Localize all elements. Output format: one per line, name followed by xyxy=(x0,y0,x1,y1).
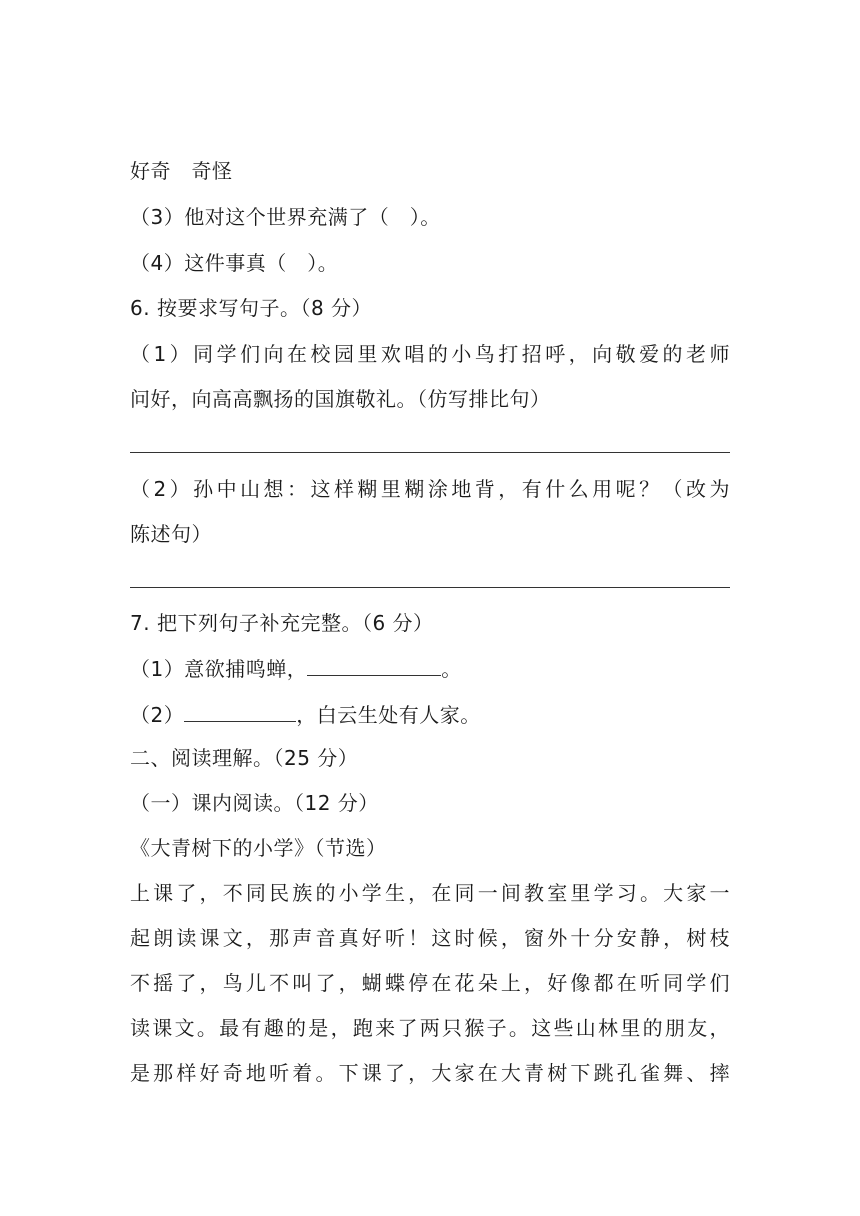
fill-blank-1[interactable] xyxy=(307,655,441,676)
answer-line-1[interactable] xyxy=(130,452,730,453)
item-1-prefix: （1）意欲捕鸣蝉， xyxy=(130,657,308,681)
section-6-heading: 6. 按要求写句子。（8 分） xyxy=(130,296,373,320)
answer-line-2[interactable] xyxy=(130,587,730,588)
passage-title: 《大青树下的小学》（节选） xyxy=(130,836,387,860)
passage-line-1: 上课了，不同民族的小学生，在同一间教室里学习。大家一 xyxy=(130,881,730,905)
item-2-suffix: ，白云生处有人家。 xyxy=(296,703,481,727)
section-7-heading: 7. 把下列句子补充完整。（6 分） xyxy=(130,611,434,635)
passage-line-5: 是那样好奇地听着。下课了，大家在大青树下跳孔雀舞、摔 xyxy=(130,1061,730,1085)
passage-line-4: 读课文。最有趣的是，跑来了两只猴子。这些山林里的朋友， xyxy=(130,1016,730,1040)
subsection-1-heading: （一）课内阅读。（12 分） xyxy=(130,791,379,815)
item-2-prefix: （2） xyxy=(130,703,185,727)
section-7-item-2 xyxy=(130,701,730,729)
section-6-item-1-line-1: （1）同学们向在校园里欢唱的小鸟打招呼，向敬爱的老师 xyxy=(130,342,730,366)
question-3: （3）他对这个世界充满了（ ）。 xyxy=(130,205,441,229)
passage-line-2: 起朗读课文，那声音真好听！这时候，窗外十分安静，树枝 xyxy=(130,926,730,950)
item-1-suffix: 。 xyxy=(441,657,462,681)
fill-blank-2[interactable] xyxy=(184,701,296,722)
passage-line-3: 不摇了，鸟儿不叫了，蝴蝶停在花朵上，好像都在听同学们 xyxy=(130,971,730,995)
part-2-heading: 二、阅读理解。（25 分） xyxy=(130,746,359,770)
section-7-item-1 xyxy=(130,655,730,683)
question-4: （4）这件事真（ ）。 xyxy=(130,251,339,275)
section-6-item-1-line-2: 问好，向高高飘扬的国旗敬礼。（仿写排比句） xyxy=(130,387,551,411)
section-6-item-2-line-1: （2）孙中山想：这样糊里糊涂地背，有什么用呢？（改为 xyxy=(130,477,730,501)
word-options: 好奇 奇怪 xyxy=(130,159,233,183)
section-6-item-2-line-2: 陈述句） xyxy=(130,522,212,546)
